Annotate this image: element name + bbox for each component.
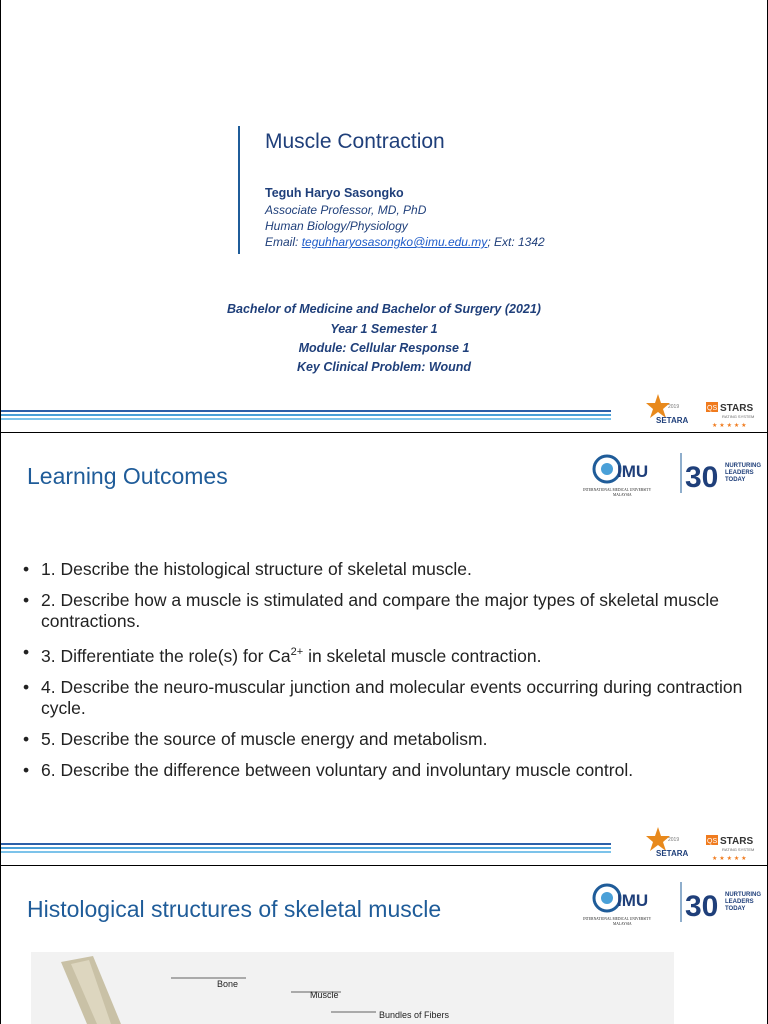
svg-text:30: 30 <box>685 890 719 923</box>
svg-text:QS: QS <box>707 405 718 412</box>
presenter-contact <box>265 235 545 249</box>
presenter-department: Human Biology/Physiology <box>265 219 408 233</box>
setara-logo <box>644 392 688 428</box>
slide-title <box>0 0 768 432</box>
outcome3-text: 3. Differentiate the role(s) for Ca <box>41 645 291 666</box>
svg-text:LEADERS: LEADERS <box>725 899 754 905</box>
outcome3-superscript: 2+ <box>290 646 304 658</box>
imu-logo <box>583 445 763 505</box>
svg-text:LEADERS: LEADERS <box>725 470 754 476</box>
year-semester: Year 1 Semester 1 <box>330 322 438 336</box>
learning-outcomes-heading: Learning Outcomes <box>27 463 228 489</box>
key-clinical-problem: Key Clinical Problem: Wound <box>296 360 472 374</box>
svg-text:★ ★ ★ ★ ★: ★ ★ ★ ★ ★ <box>712 855 747 862</box>
svg-text:STARS: STARS <box>720 836 754 847</box>
slide-learning-outcomes <box>0 433 768 865</box>
figure-label-bone: Bone <box>217 979 239 989</box>
footer-stripes <box>1 410 611 422</box>
presenter-position: Associate Professor, MD, PhD <box>265 203 427 217</box>
svg-text:RATING SYSTEM: RATING SYSTEM <box>722 847 755 852</box>
svg-text:NURTURING: NURTURING <box>725 463 761 469</box>
svg-text:MALAYSIA: MALAYSIA <box>613 493 632 497</box>
bone-muscle-illustration <box>31 952 674 1024</box>
svg-text:IMU: IMU <box>617 462 649 481</box>
list-item <box>23 642 743 667</box>
presenter-name: Teguh Haryo Sasongko <box>265 186 404 200</box>
list-item: • 5. Describe the source of muscle energy and metabolism. <box>23 729 743 750</box>
footer-stripes <box>1 843 611 855</box>
module-name: Module: Cellular Response 1 <box>298 341 470 355</box>
muscle-anatomy-figure <box>31 952 674 1024</box>
svg-text:RATING SYSTEM: RATING SYSTEM <box>722 414 755 419</box>
svg-text:INTERNATIONAL MEDICAL UNIVERSI: INTERNATIONAL MEDICAL UNIVERSITY <box>583 488 652 492</box>
svg-text:NURTURING: NURTURING <box>725 892 761 898</box>
setara-logo <box>644 825 688 861</box>
slide-title-heading: Muscle Contraction <box>265 130 445 153</box>
svg-text:2019: 2019 <box>668 837 680 843</box>
list-item: • 4. Describe the neuro-muscular junction and molecular events occurring during contraction cycle. <box>23 677 743 719</box>
svg-text:30: 30 <box>685 461 719 494</box>
extension-text: ; Ext: 1342 <box>487 235 545 249</box>
list-item: • 6. Describe the difference between voluntary and involuntary muscle control. <box>23 760 743 781</box>
svg-text:SETARA: SETARA <box>656 416 688 425</box>
imu-logo <box>583 874 763 934</box>
svg-text:★ ★ ★ ★ ★: ★ ★ ★ ★ ★ <box>712 422 747 429</box>
svg-text:2019: 2019 <box>668 404 680 410</box>
qs-stars-logo <box>706 833 760 863</box>
svg-text:MALAYSIA: MALAYSIA <box>613 922 632 926</box>
svg-text:INTERNATIONAL MEDICAL UNIVERSI: INTERNATIONAL MEDICAL UNIVERSITY <box>583 917 652 921</box>
learning-outcomes-list <box>23 559 743 791</box>
email-link[interactable]: teguhharyosasongko@imu.edu.my <box>301 235 488 249</box>
list-item: • 1. Describe the histological structure of skeletal muscle. <box>23 559 743 580</box>
email-label: Email: <box>265 235 302 249</box>
svg-text:TODAY: TODAY <box>725 906 746 912</box>
histology-heading: Histological structures of skeletal muscle <box>27 896 442 922</box>
svg-text:QS: QS <box>707 838 718 845</box>
title-accent-bar <box>238 126 240 254</box>
svg-text:SETARA: SETARA <box>656 849 688 858</box>
program-name: Bachelor of Medicine and Bachelor of Surgery (2021) <box>227 302 541 316</box>
svg-text:STARS: STARS <box>720 403 754 414</box>
svg-text:TODAY: TODAY <box>725 477 746 483</box>
slide-histology <box>0 866 768 1024</box>
qs-stars-logo <box>706 400 760 430</box>
outcome3-text-end: in skeletal muscle contraction. <box>303 645 542 666</box>
svg-text:IMU: IMU <box>617 891 649 910</box>
list-item: • 2. Describe how a muscle is stimulated and compare the major types of skeletal muscle contractions. <box>23 590 743 632</box>
figure-label-muscle: Muscle <box>310 990 339 1000</box>
figure-label-bundles: Bundles of Fibers <box>379 1010 450 1020</box>
